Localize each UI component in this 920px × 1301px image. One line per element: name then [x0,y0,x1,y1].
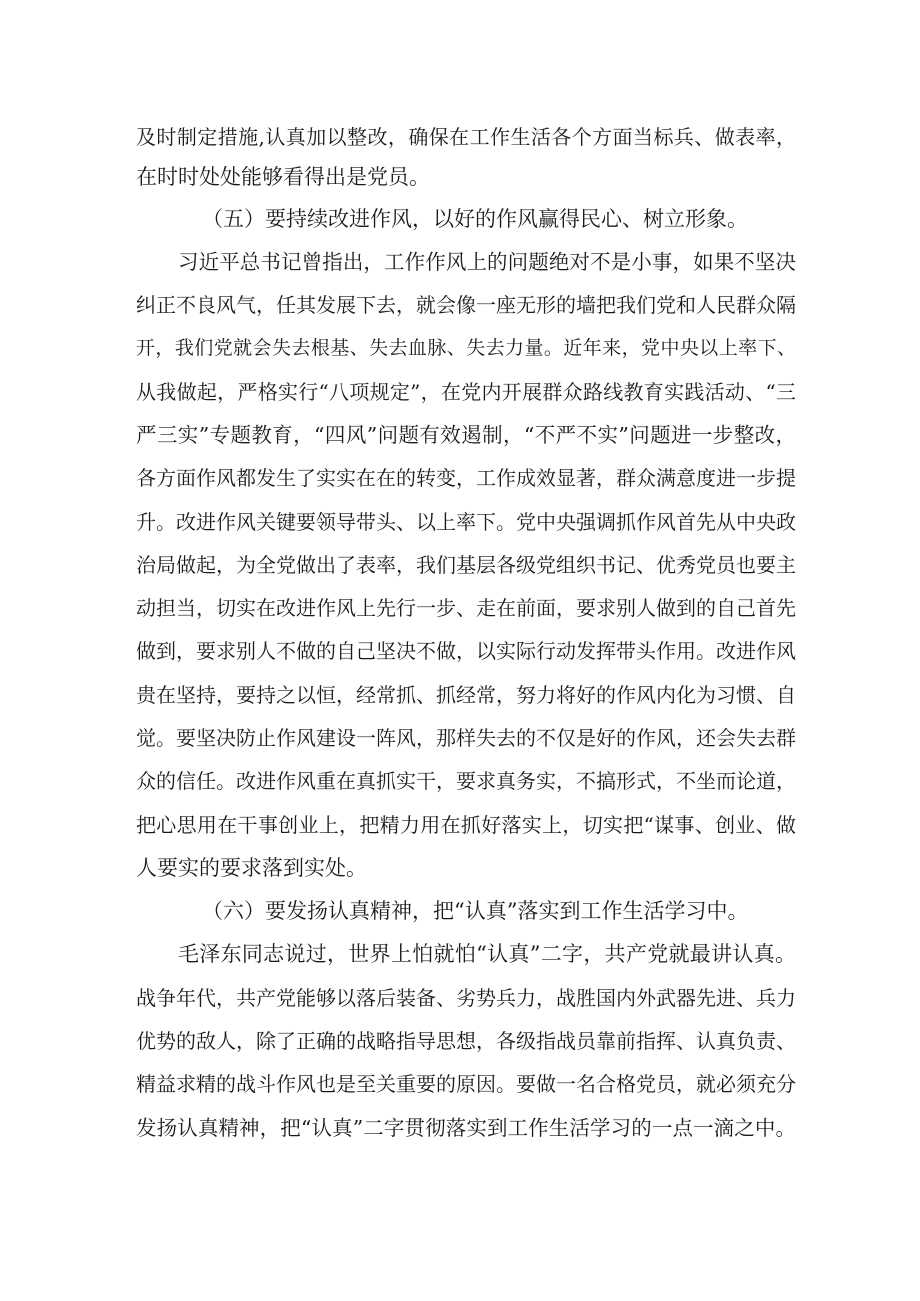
paragraph-line: 把心思用在干事创业上，把精力用在抓好落实上，切实把“谋事、创业、做 [136,813,796,837]
paragraph-line: 做到，要求别人不做的自己坚决不做，以实际行动发挥带头作用。改进作风 [136,639,796,663]
paragraph-line: 贵在坚持，要持之以恒，经常抓、抓经常，努力将好的作风内化为习惯、自 [136,683,796,707]
paragraph-line: 动担当，切实在改进作风上先行一步、走在前面，要求别人做到的自己首先 [136,596,796,620]
paragraph-line: 及时制定措施,认真加以整改，确保在工作生活各个方面当标兵、做表率， [136,125,796,149]
paragraph-line: 发扬认真精神，把“认真”二字贯彻落实到工作生活学习的一点一滴之中。 [136,1116,796,1140]
paragraph-line: 毛泽东同志说过，世界上怕就怕“认真”二字，共产党就最讲认真。 [178,942,796,966]
paragraph-line: 从我做起，严格实行“八项规定”，在党内开展群众路线教育实践活动、“三 [136,380,796,404]
section-heading: （五）要持续改进作风，以好的作风赢得民心、树立形象。 [202,207,748,231]
paragraph-line: 纠正不良风气，任其发展下去，就会像一座无形的墙把我们党和人民群众隔 [136,293,796,317]
paragraph-line: 优势的敌人，除了正确的战略指导思想，各级指战员靠前指挥、认真负责、 [136,1029,796,1053]
paragraph-line: 在时时处处能够看得出是党员。 [136,165,430,189]
paragraph-line: 觉。要坚决防止作风建设一阵风，那样失去的不仅是好的作风，还会失去群 [136,726,796,750]
paragraph-line: 治局做起，为全党做出了表率，我们基层各级党组织书记、优秀党员也要主 [136,553,796,577]
paragraph-line: 精益求精的战斗作风也是至关重要的原因。要做一名合格党员，就必须充分 [136,1072,796,1096]
section-heading: （六）要发扬认真精神，把“认真”落实到工作生活学习中。 [202,899,749,923]
paragraph-line: 严三实”专题教育，“四风”问题有效遏制，“不严不实”问题进一步整改， [136,423,796,447]
paragraph-line: 各方面作风都发生了实实在在的转变，工作成效显著，群众满意度进一步提 [136,466,796,490]
paragraph-line: 众的信任。改进作风重在真抓实干，要求真务实，不搞形式，不坐而论道， [136,769,796,793]
paragraph-line: 习近平总书记曾指出，工作作风上的问题绝对不是小事，如果不坚决 [178,250,796,274]
paragraph-line: 人要实的要求落到实处。 [136,856,367,880]
paragraph-line: 开，我们党就会失去根基、失去血脉、失去力量。近年来，党中央以上率下、 [136,337,796,359]
paragraph-line: 战争年代，共产党能够以落后装备、劣势兵力，战胜国内外武器先进、兵力 [136,986,796,1010]
paragraph-line: 升。改进作风关键要领导带头、以上率下。党中央强调抓作风首先从中央政 [136,510,796,534]
